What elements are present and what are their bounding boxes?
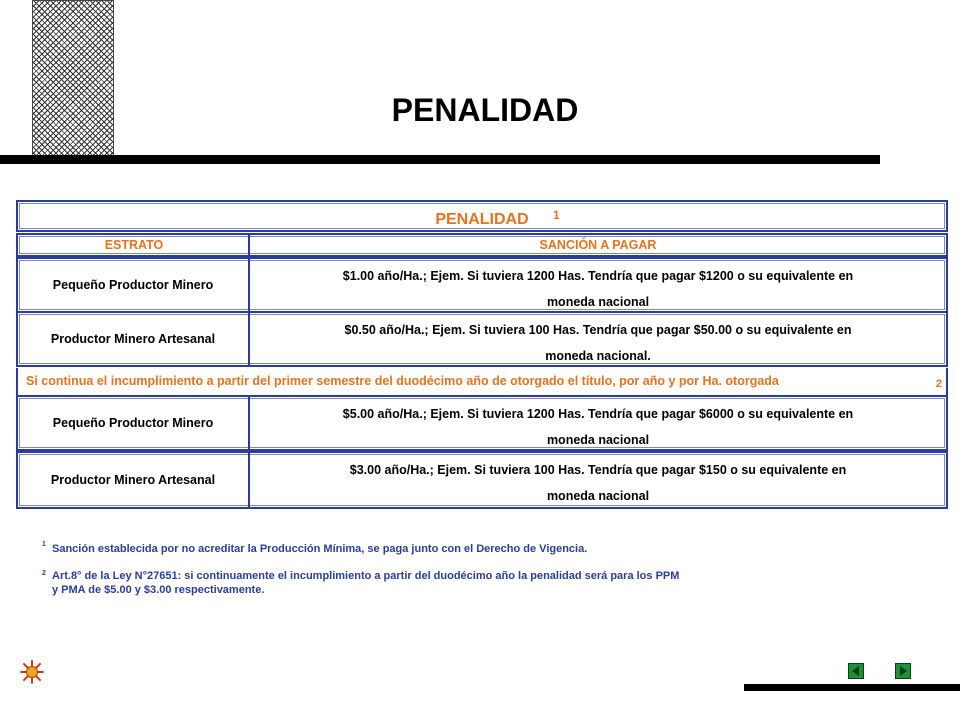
row-sancion-line2: moneda nacional — [546, 295, 650, 309]
arrow-left-icon[interactable] — [848, 663, 864, 679]
arrow-right-icon[interactable] — [895, 663, 911, 679]
table-title: PENALIDAD — [435, 211, 529, 228]
table-header — [16, 200, 948, 232]
footnote-mark-1: 1 — [553, 208, 560, 222]
row-estrato: Productor Minero Artesanal — [50, 332, 216, 346]
footnote-2 — [42, 569, 680, 597]
table-row — [16, 311, 948, 367]
footnote-1-text: Sanción establecida por no acreditar la Producción Mínima, se paga junto con el Derecho de Vigencia. — [52, 543, 588, 555]
row-sancion-line1: $5.00 año/Ha.; Ejem. Si tuviera 1200 Has. Tendría que pagar $6000 o su equivalente en — [342, 407, 854, 421]
hatched-decoration — [32, 0, 114, 160]
column-header-sancion: SANCIÓN A PAGAR — [539, 238, 657, 252]
row-estrato: Pequeño Productor Minero — [52, 278, 214, 292]
title-underline — [0, 155, 880, 164]
footnote-2-line2: y PMA de $5.00 y $3.00 respectivamente. — [52, 584, 265, 596]
row-sancion-line1: $3.00 año/Ha.; Ejem. Si tuviera 100 Has. Tendría que pagar $150 o su equivalente en — [349, 463, 847, 477]
row-sancion-line1: $1.00 año/Ha.; Ejem. Si tuviera 1200 Has. Tendría que pagar $1200 o su equivalente en — [342, 269, 854, 283]
page-title: PENALIDAD — [391, 92, 579, 128]
row-estrato: Productor Minero Artesanal — [50, 473, 216, 487]
table-row — [16, 451, 948, 509]
column-header-estrato: ESTRATO — [104, 238, 164, 252]
continuation-notice — [16, 368, 948, 396]
row-sancion-line2: moneda nacional — [546, 433, 650, 447]
row-sancion — [250, 263, 946, 315]
row-sancion — [250, 401, 946, 453]
footnote-1-mark: 1 — [42, 541, 46, 548]
footnote-2-line1: Art.8° de la Ley N°27651: si continuamente el incumplimiento a partir del duodécimo año la penalidad será para los PPM — [52, 570, 680, 582]
table-row — [16, 257, 948, 313]
bottom-bar — [744, 684, 960, 691]
sun-star-icon[interactable] — [20, 660, 44, 684]
notice-text: Si continua el incumplimiento a partir del primer semestre del duodécimo año de otorgado el título, por año y por Ha. otorgada — [26, 374, 779, 388]
row-sancion-line2: moneda nacional. — [545, 349, 651, 363]
column-headers — [16, 233, 948, 257]
footnote-mark-2: 2 — [935, 378, 942, 390]
footnote-1 — [42, 541, 588, 555]
row-sancion-line1: $0.50 año/Ha.; Ejem. Si tuviera 100 Has. Tendría que pagar $50.00 o su equivalente en — [344, 323, 852, 337]
table-row — [16, 395, 948, 451]
footnote-2-mark: 2 — [42, 570, 46, 577]
row-sancion — [250, 317, 946, 369]
row-sancion-line2: moneda nacional — [546, 489, 650, 503]
row-estrato: Pequeño Productor Minero — [52, 416, 214, 430]
row-sancion — [250, 457, 946, 509]
